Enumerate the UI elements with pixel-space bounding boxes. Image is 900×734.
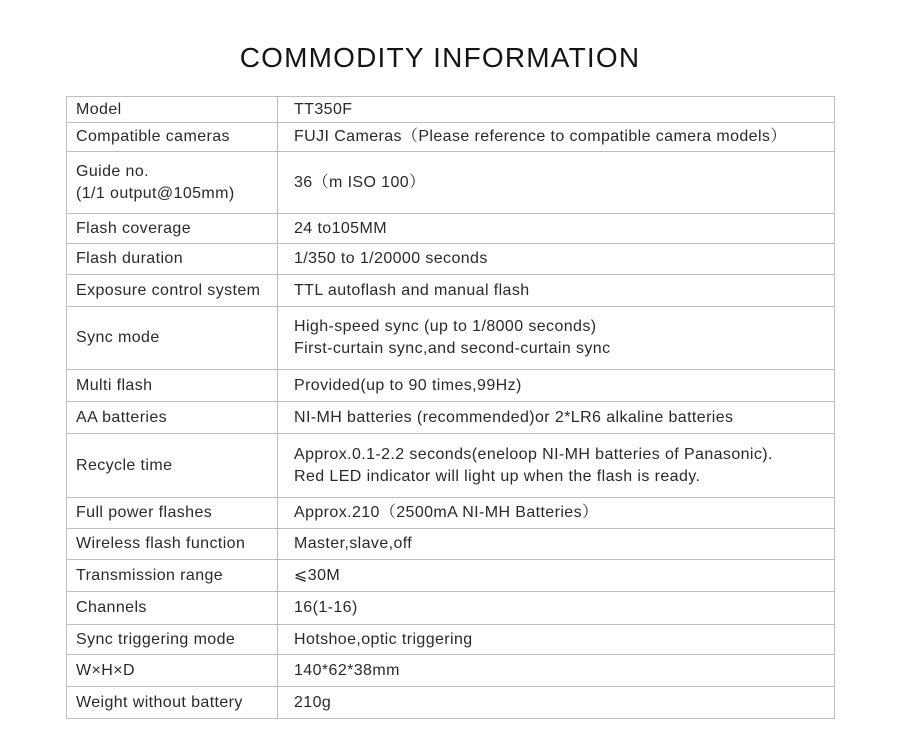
row-value	[278, 123, 835, 152]
table-row-channels	[67, 592, 835, 625]
value-text: NI-MH batteries (recommended)or 2*LR6 alkaline batteries	[294, 408, 734, 426]
value-text: FUJI Cameras（Please reference to compatible camera models）	[294, 128, 787, 145]
value-text: ⩽30M	[294, 566, 341, 584]
row-label	[67, 560, 278, 592]
row-label	[67, 214, 278, 244]
label-text: Multi flash	[76, 376, 153, 394]
value-text: 1/350 to 1/20000 seconds	[294, 250, 488, 267]
row-label	[67, 244, 278, 275]
table-row-aa-batteries	[67, 402, 835, 434]
table-row-exposure-control	[67, 275, 835, 307]
label-text: Channels	[76, 599, 147, 616]
table-row-multi-flash	[67, 370, 835, 402]
table-row-sync-mode	[67, 307, 835, 370]
value-text: 16(1-16)	[294, 599, 358, 616]
row-value	[278, 560, 835, 592]
label-text: Flash duration	[76, 250, 183, 267]
table-row-weight	[67, 687, 835, 719]
row-label	[67, 655, 278, 687]
row-label	[67, 402, 278, 434]
row-value	[278, 529, 835, 560]
label-text: Wireless flash function	[76, 535, 246, 552]
table-row-flash-coverage	[67, 214, 835, 244]
row-value	[278, 97, 835, 123]
value-text: Master,slave,off	[294, 535, 413, 552]
label-text: Guide no.	[76, 162, 149, 180]
row-label	[67, 152, 278, 214]
row-label	[67, 529, 278, 560]
label-text: W×H×D	[76, 661, 135, 679]
label-text: (1/1 output@105mm)	[76, 184, 235, 202]
table-row-compatible-cameras	[67, 123, 835, 152]
row-value	[278, 592, 835, 625]
row-value	[278, 370, 835, 402]
value-text: High-speed sync (up to 1/8000 seconds)	[294, 318, 597, 335]
label-text: Flash coverage	[76, 219, 191, 237]
row-value	[278, 655, 835, 687]
table-row-full-power-flashes	[67, 498, 835, 529]
label-text: Compatible cameras	[76, 128, 230, 145]
value-text: 24 to105MM	[294, 219, 387, 237]
page-title: COMMODITY INFORMATION	[239, 42, 641, 73]
label-text: Sync mode	[76, 329, 160, 346]
row-value	[278, 307, 835, 370]
row-value	[278, 214, 835, 244]
row-label	[67, 307, 278, 370]
row-value	[278, 687, 835, 719]
row-value	[278, 625, 835, 655]
spec-table	[66, 96, 835, 719]
label-text: Recycle time	[76, 456, 173, 474]
row-label	[67, 592, 278, 625]
row-label	[67, 498, 278, 529]
row-label	[67, 97, 278, 123]
row-value	[278, 434, 835, 498]
label-text: Full power flashes	[76, 504, 213, 521]
row-label	[67, 123, 278, 152]
label-text: Sync triggering mode	[76, 630, 236, 648]
label-text: Exposure control system	[76, 281, 261, 299]
table-row-model	[67, 97, 835, 123]
value-text: Red LED indicator will light up when the flash is ready.	[294, 467, 701, 485]
row-label	[67, 275, 278, 307]
value-text: Provided(up to 90 times,99Hz)	[294, 376, 522, 394]
value-text: Approx.0.1-2.2 seconds(eneloop NI-MH batteries of Panasonic).	[294, 445, 773, 463]
table-row-guide-no	[67, 152, 835, 214]
row-value	[278, 402, 835, 434]
value-text: Approx.210（2500mA NI-MH Batteries）	[294, 504, 599, 521]
label-text: Model	[76, 100, 122, 118]
table-row-dimensions	[67, 655, 835, 687]
value-text: 210g	[294, 693, 332, 711]
row-value	[278, 152, 835, 214]
value-text: 140*62*38mm	[294, 661, 400, 679]
row-label	[67, 370, 278, 402]
table-row-flash-duration	[67, 244, 835, 275]
table-row-sync-triggering	[67, 625, 835, 655]
label-text: Weight without battery	[76, 693, 243, 711]
row-value	[278, 275, 835, 307]
value-text: TT350F	[294, 100, 353, 118]
value-text: First-curtain sync,and second-curtain sync	[294, 340, 611, 357]
value-text: TTL autoflash and manual flash	[294, 281, 530, 299]
value-text: 36（m ISO 100）	[294, 173, 426, 191]
label-text: AA batteries	[76, 408, 168, 426]
value-text: Hotshoe,optic triggering	[294, 630, 473, 648]
row-value	[278, 244, 835, 275]
table-row-wireless-flash	[67, 529, 835, 560]
row-value	[278, 498, 835, 529]
label-text: Transmission range	[76, 566, 224, 584]
row-label	[67, 687, 278, 719]
table-row-transmission-range	[67, 560, 835, 592]
row-label	[67, 434, 278, 498]
table-row-recycle-time	[67, 434, 835, 498]
row-label	[67, 625, 278, 655]
